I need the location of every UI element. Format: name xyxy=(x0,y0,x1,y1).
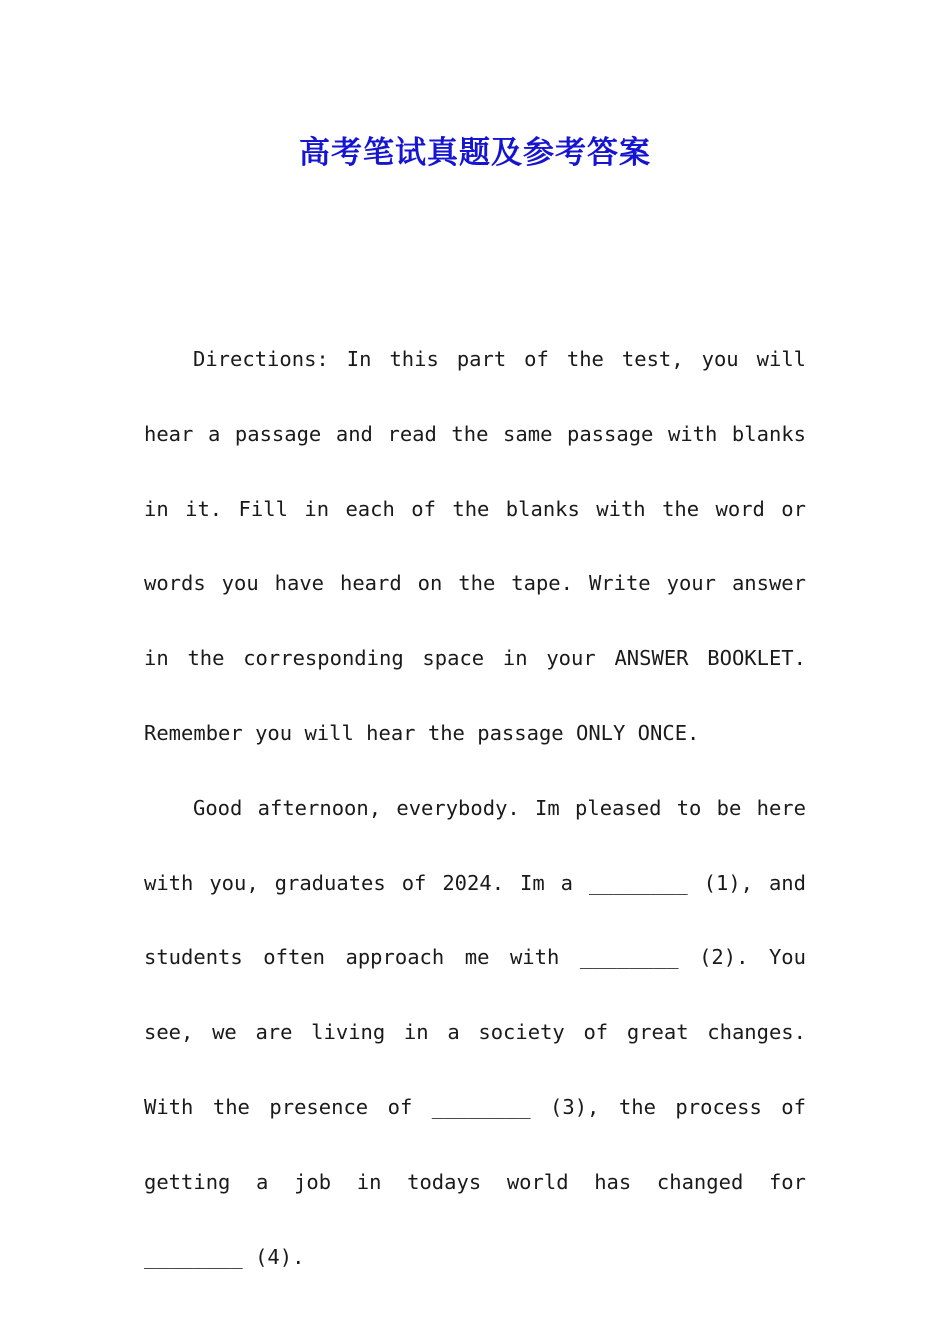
directions-paragraph: Directions: In this part of the test, you will hear a passage and read the same passage with blanks in it. Fill in each of the blanks with the word or words you have heard on the tape. Write your answer in the corresponding space in your ANSWER BOOKLET. Remember you will hear the passage ONLY ONCE. xyxy=(144,347,806,745)
document-title: 高考笔试真题及参考答案 xyxy=(299,135,651,171)
passage-paragraph: Good afternoon, everybody. Im pleased to be here with you, graduates of 2024. Im a ________ (1), and students often approach me with ________ (2). You see, we are living in a society of great changes. With the presence of ________ (3), the process of getting a job in todays world has changed for ________ (4). xyxy=(144,795,806,1269)
document-body xyxy=(144,322,806,1294)
